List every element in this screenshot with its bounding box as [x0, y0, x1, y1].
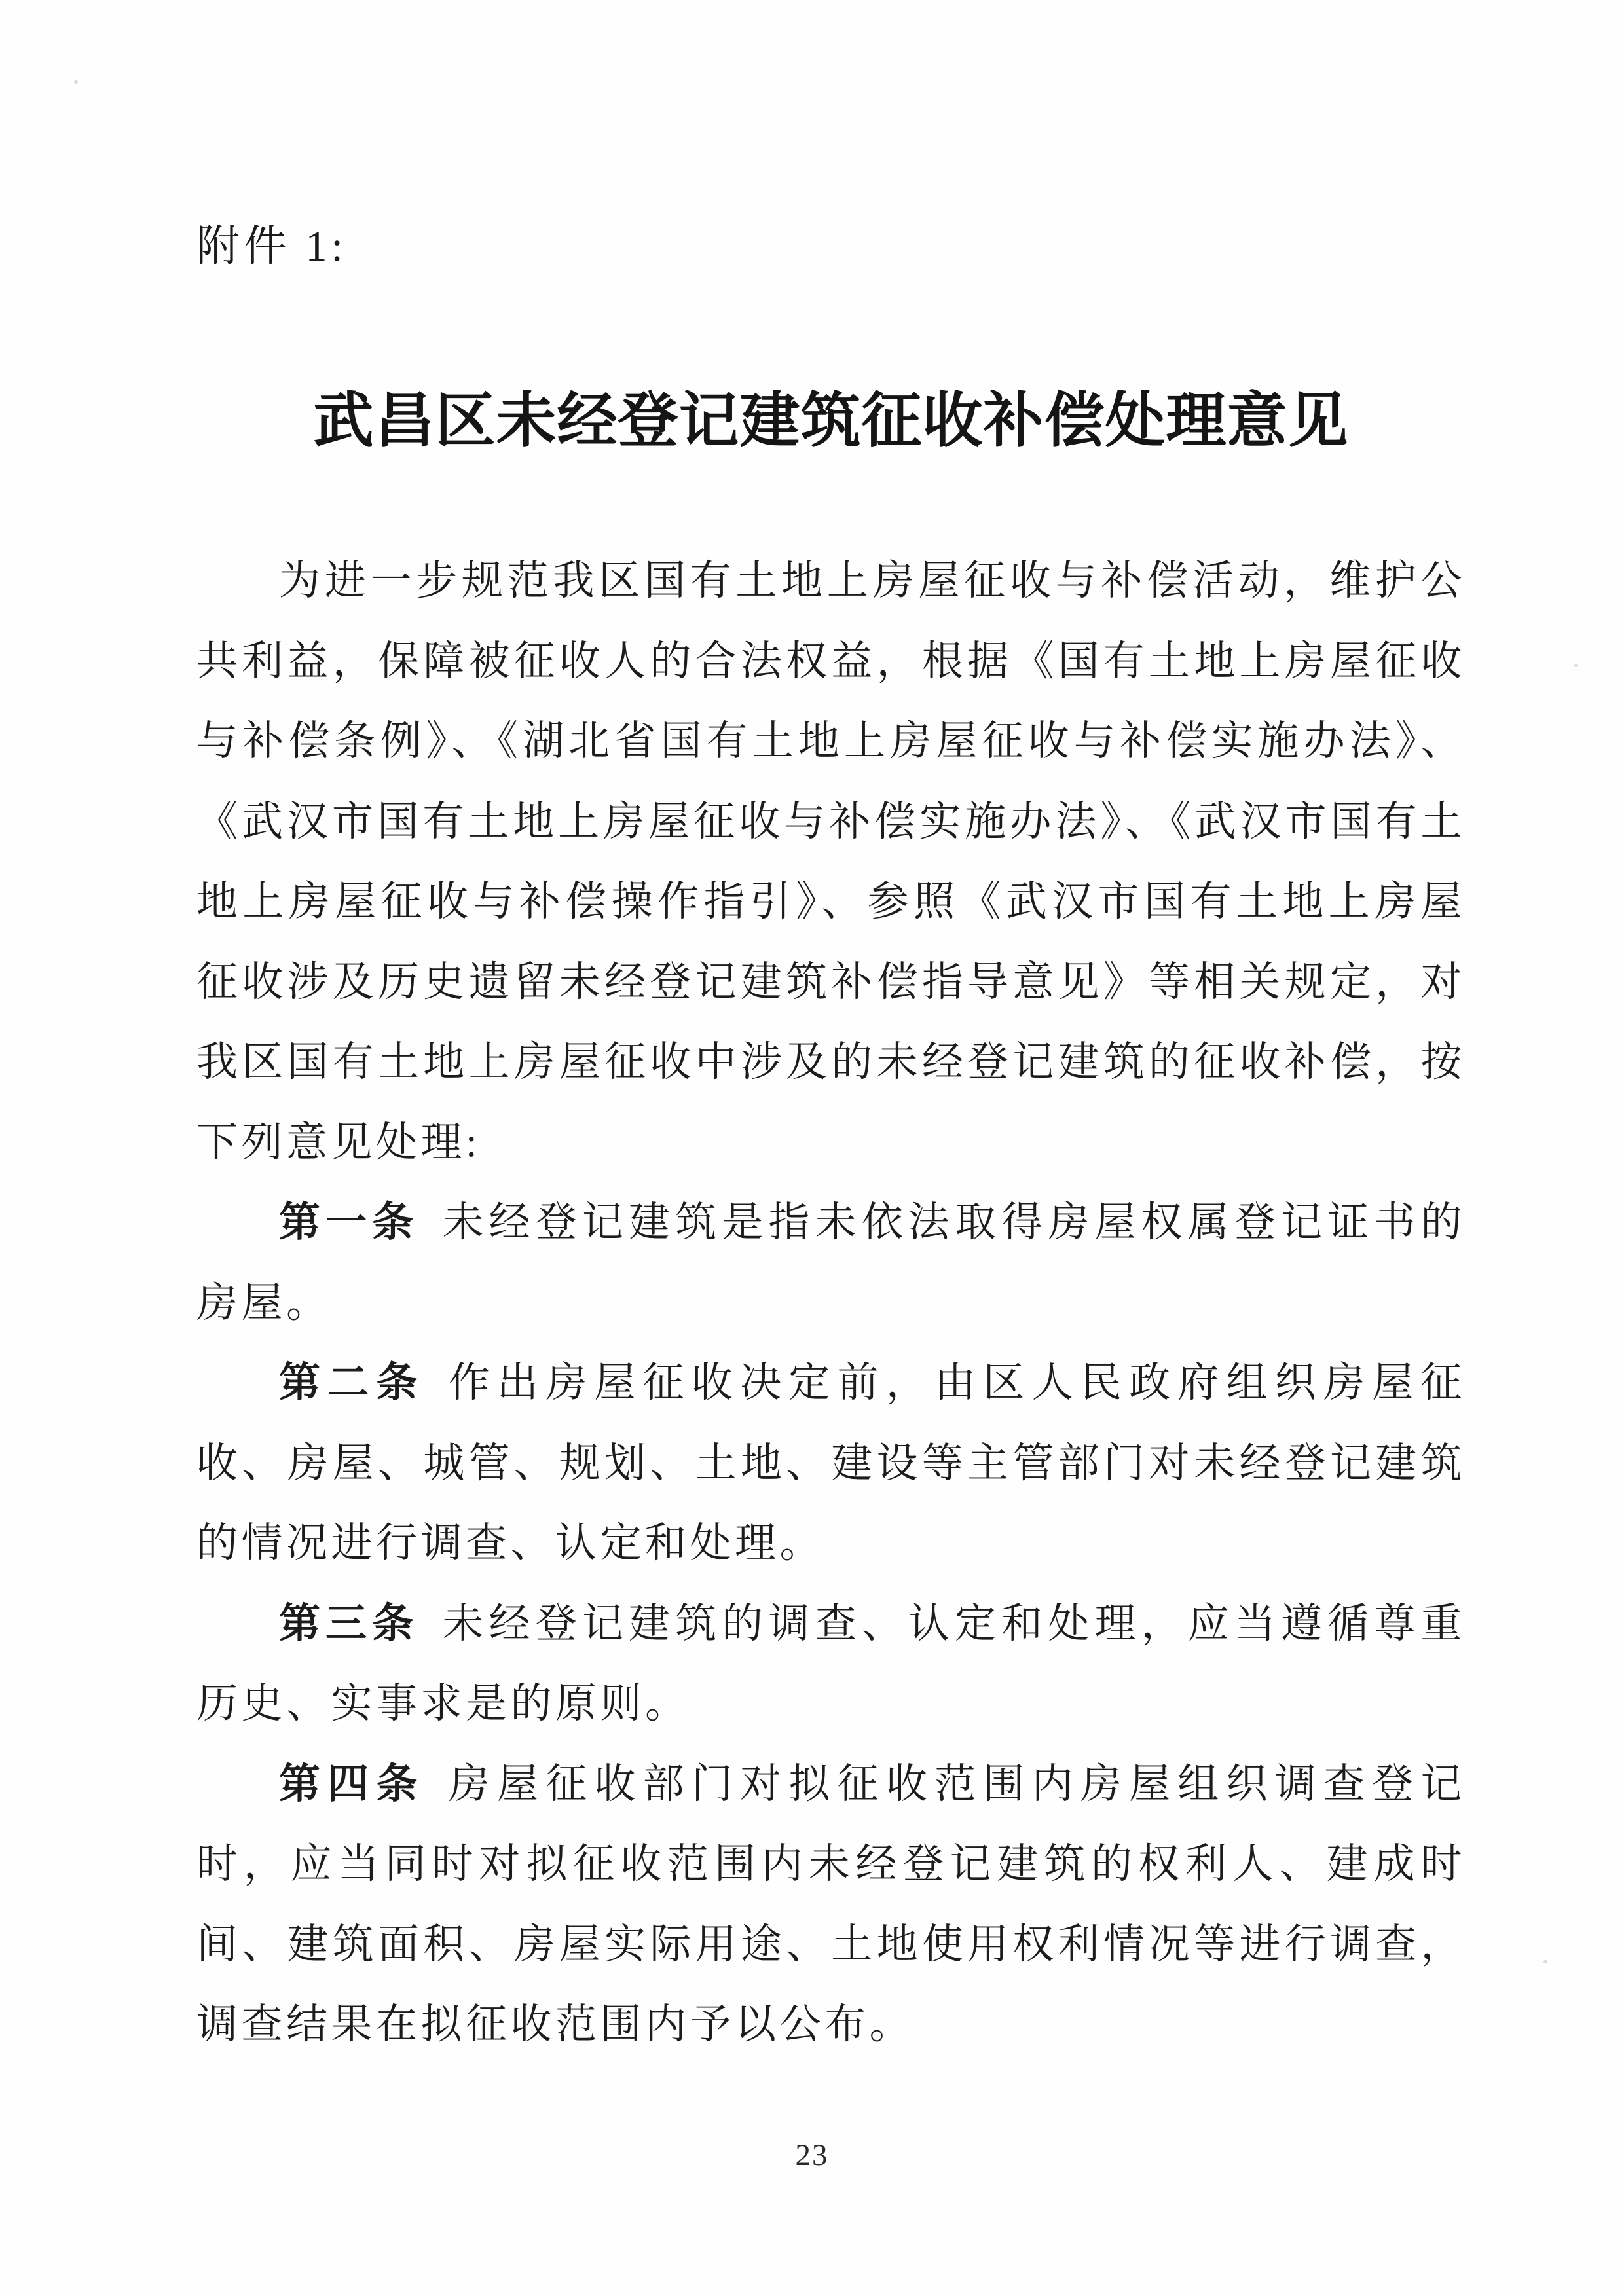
scan-artifact — [74, 80, 78, 84]
paragraph-article-3 — [196, 1584, 1466, 1744]
article-lead: 第二条 — [279, 1360, 425, 1406]
paragraph-text: 作出房屋征收决定前，由区人民政府组织房屋征收、房屋、城管、规划、土地、建设等主管部门对未经登记建筑的情况进行调查、认定和处理。 — [196, 1360, 1466, 1566]
paragraph-article-1 — [196, 1182, 1466, 1343]
document-content — [196, 221, 1466, 2065]
document-title: 武昌区未经登记建筑征收补偿处理意见 — [313, 388, 1349, 454]
article-lead: 第一条 — [279, 1199, 419, 1245]
article-lead: 第三条 — [279, 1600, 419, 1647]
paragraph-text: 未经登记建筑是指未依法取得房屋权属登记证书的房屋。 — [196, 1199, 1466, 1326]
paragraph-intro — [196, 541, 1466, 1182]
page-number: 23 — [795, 2138, 829, 2172]
article-lead: 第四条 — [279, 1760, 425, 1807]
scan-artifact — [1543, 1960, 1547, 1963]
paragraph-article-4 — [196, 1744, 1466, 2065]
attachment-label: 附件 1: — [196, 223, 347, 270]
paragraph-text: 未经登记建筑的调查、认定和处理，应当遵循尊重历史、实事求是的原则。 — [196, 1600, 1466, 1726]
paragraph-text: 为进一步规范我区国有土地上房屋征收与补偿活动，维护公共利益，保障被征收人的合法权益，根据《国有土地上房屋征收与补偿条例》、《湖北省国有土地上房屋征收与补偿实施办法》、《武汉市国有土地上房屋征收与补偿实施办法》、《武汉市国有土地上房屋征收与补偿操作指引》、参照《武汉市国有土地上房屋征收涉及历史遗留未经登记建筑补偿指导意见》等相关规定，对我区国有土地上房屋征收中涉及的未经登记建筑的征收补偿，按下列意见处理: — [196, 558, 1466, 1165]
document-body — [196, 541, 1466, 2065]
paragraph-article-2 — [196, 1343, 1466, 1584]
paragraph-text: 房屋征收部门对拟征收范围内房屋组织调查登记时，应当同时对拟征收范围内未经登记建筑的权利人、建成时间、建筑面积、房屋实际用途、土地使用权利情况等进行调查，调查结果在拟征收范围内予以公布。 — [196, 1760, 1466, 2047]
scan-artifact — [1574, 664, 1578, 667]
